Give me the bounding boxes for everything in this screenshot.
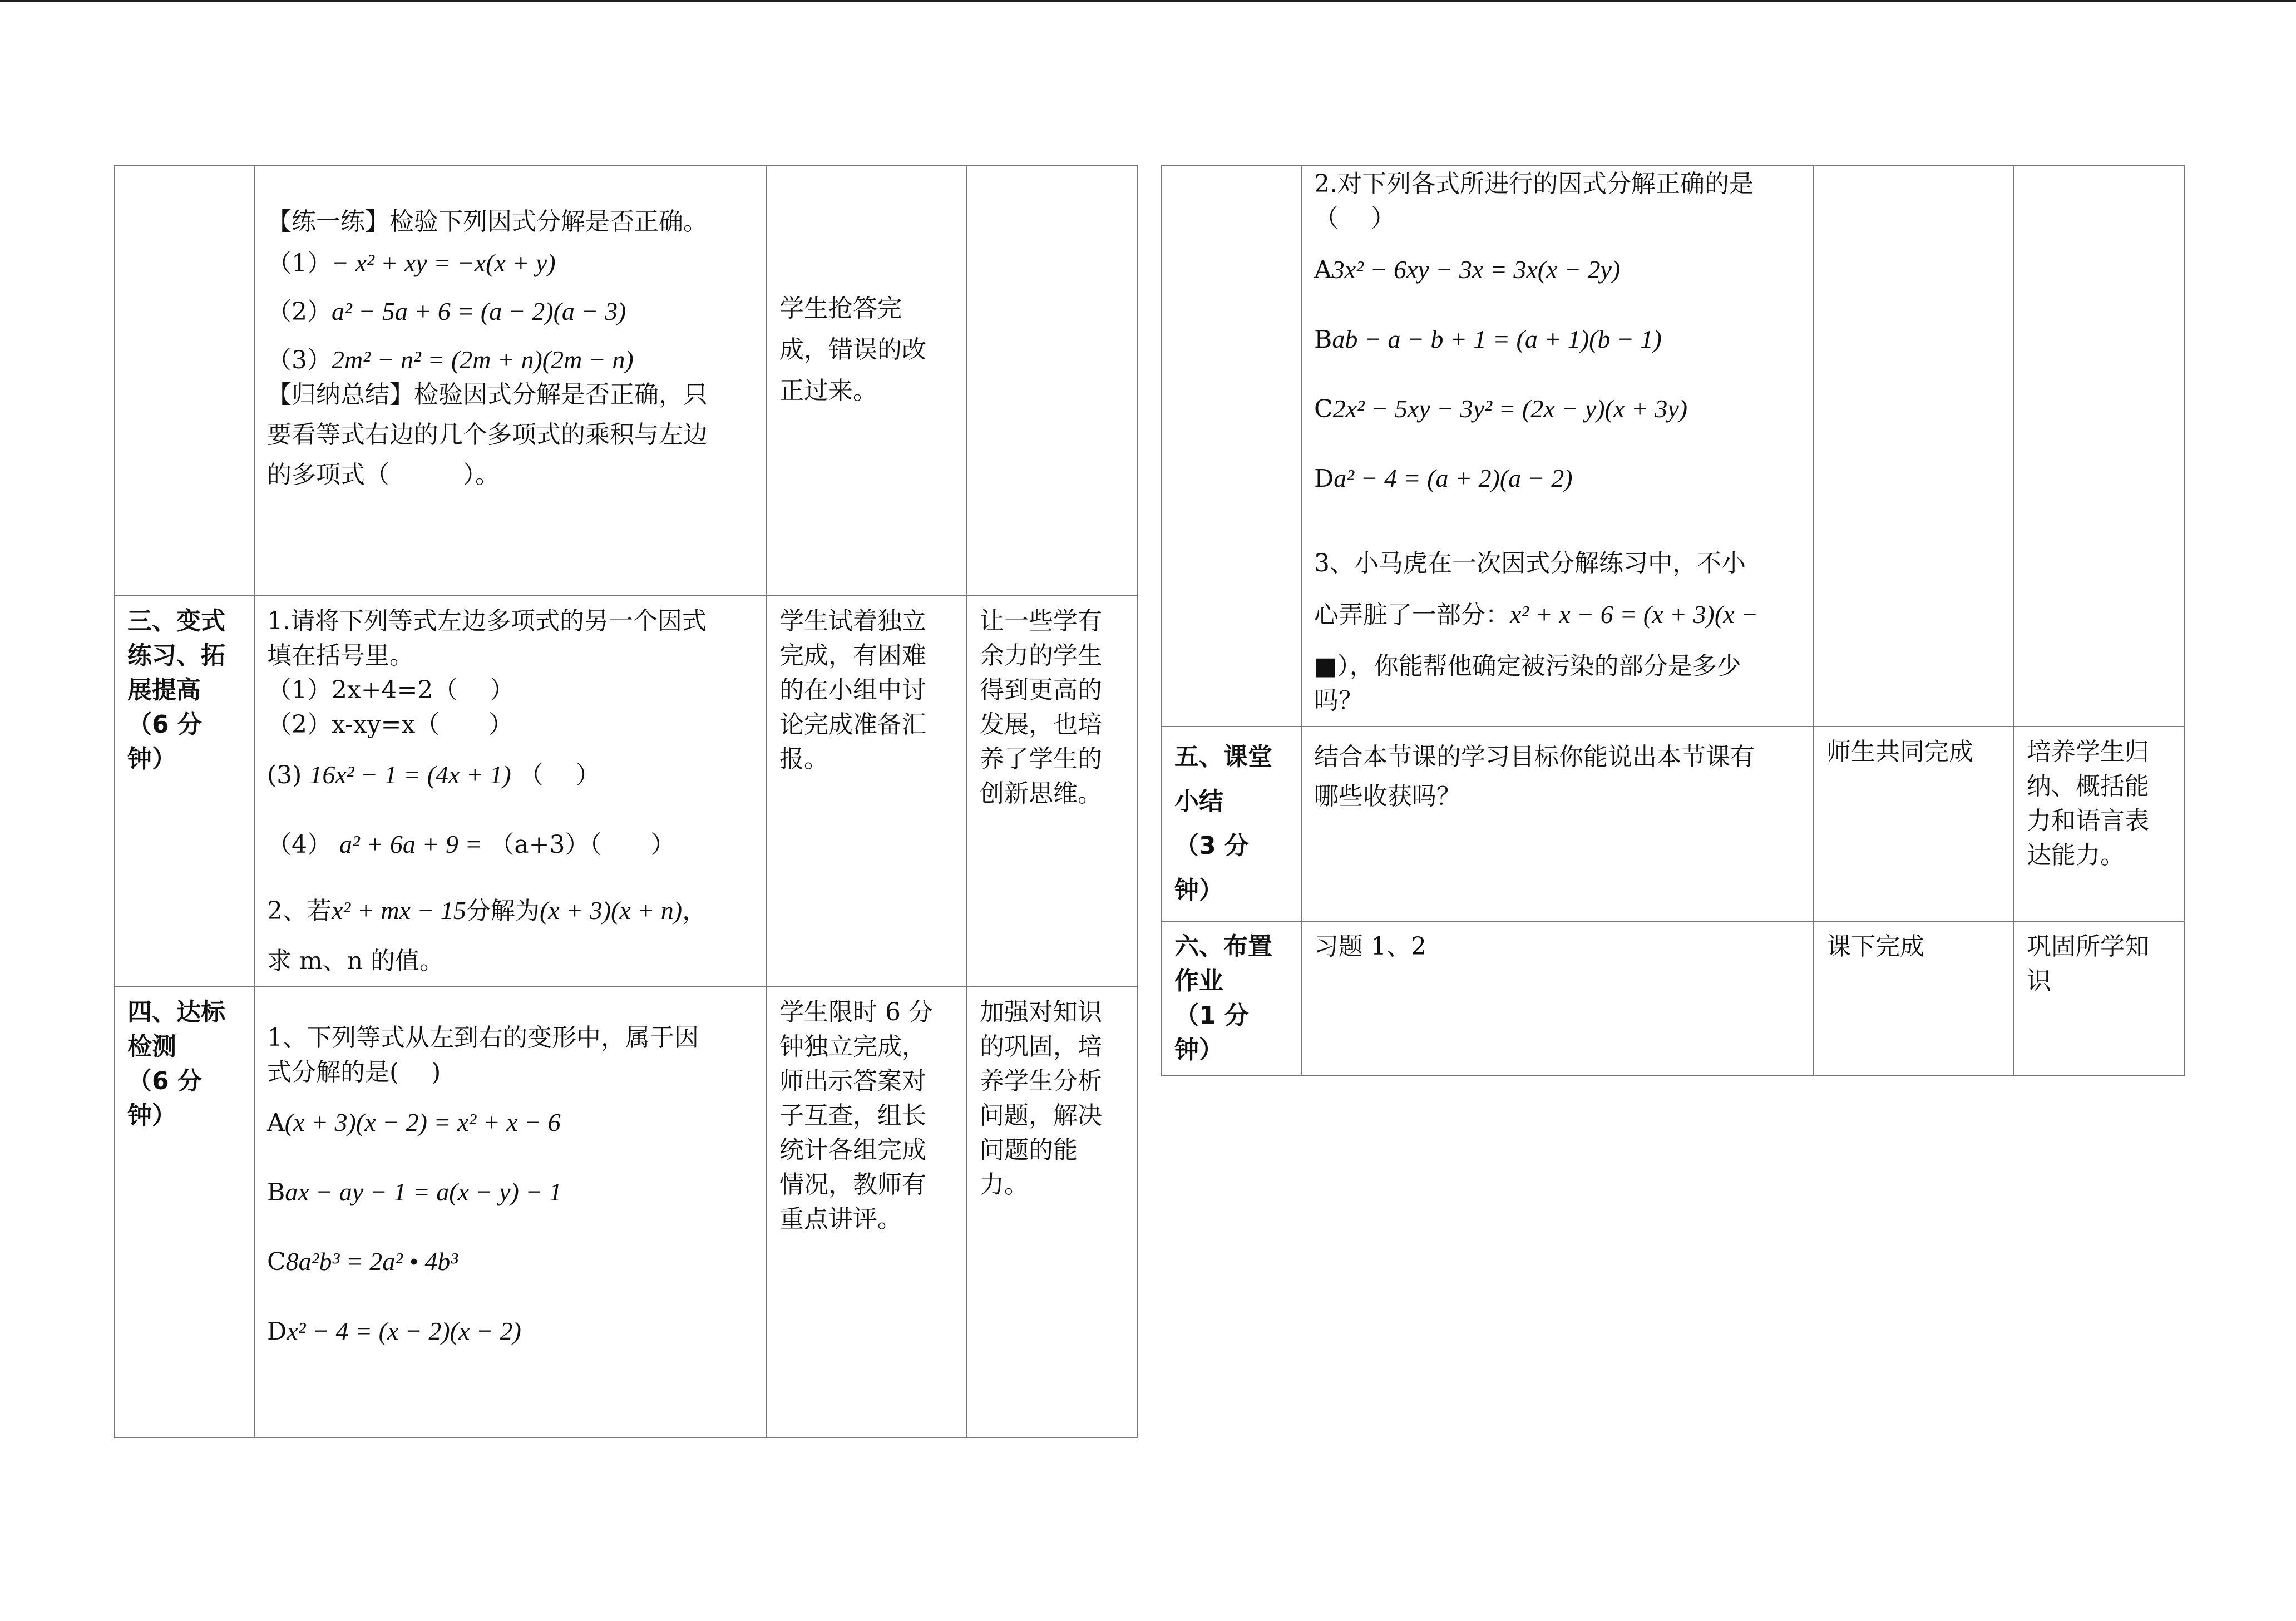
- homework-content-cell: 习题 1、2: [1301, 921, 1814, 1076]
- homework-purpose-cell: 巩固所学知 识: [2014, 921, 2185, 1076]
- check-q3-line-4: 吗？: [1314, 686, 1363, 715]
- lesson-plan-table-left: [114, 165, 1138, 1438]
- summary-student-cell: 师生共同完成: [1814, 727, 2014, 921]
- practice-content-cell: [254, 165, 767, 596]
- check2-option-b: Bab − a − b + 1 = (a + 1)(b − 1): [1314, 325, 1662, 354]
- summary-purpose-cell: 培养学生归 纳、概括能 力和语言表 达能力。: [2014, 727, 2185, 921]
- check-cont-content-cell: [1301, 165, 1814, 727]
- check-option-a: A(x + 3)(x − 2) = x² + x − 6: [267, 1108, 561, 1137]
- check-cont-purpose-cell: [2014, 165, 2185, 727]
- row-check-continued: [1162, 165, 2185, 727]
- practice-item-1: （1）− x² + xy = −x(x + y): [267, 249, 556, 278]
- variation-item-4: （4） a² + 6a + 9 = （a+3）（ ）: [267, 830, 675, 859]
- practice-heading: 【练一练】检验下列因式分解是否正确。: [267, 207, 708, 236]
- check-student-cell: 学生限时 6 分 钟独立完成， 师出示答案对 子互查，组长 统计各组完成 情况，教师有 重点讲评。: [767, 987, 967, 1437]
- row-homework: [1162, 921, 2185, 1076]
- stage-cell-empty: [1162, 165, 1301, 727]
- practice-purpose-cell: [967, 165, 1138, 596]
- stage-cell-summary: 五、课堂 小结 （3 分 钟）: [1162, 727, 1301, 921]
- practice-item-3: （3）2m² − n² = (2m + n)(2m − n): [267, 345, 634, 374]
- stage-cell-variation: 三、变式 练习、拓 展提高 （6 分 钟）: [115, 596, 254, 987]
- practice-student-cell: [767, 165, 967, 596]
- stage-cell-homework: 六、布置 作业 （1 分 钟）: [1162, 921, 1301, 1076]
- variation-item-2: （2）x-xy=x（ ）: [267, 710, 513, 739]
- check-q3-line-1: 3、小马虎在一次因式分解练习中，不小: [1314, 549, 1746, 577]
- check-content-cell: [254, 987, 767, 1437]
- summary-line-1: 【归纳总结】检验因式分解是否正确，只: [267, 380, 708, 409]
- check2-option-a: A3x² − 6xy − 3x = 3x(x − 2y): [1314, 255, 1621, 284]
- variation-item-1: （1）2x+4=2（ ）: [267, 676, 515, 704]
- check-q1-line-2: 式分解的是( ): [267, 1058, 441, 1086]
- stage-cell-check: 四、达标 检测 （6 分 钟）: [115, 987, 254, 1437]
- check-q2-line-1: 2.对下列各式所进行的因式分解正确的是: [1314, 170, 1754, 198]
- summary-line-2: 要看等式右边的几个多项式的乘积与左边: [267, 421, 708, 449]
- variation-purpose-cell: 让一些学有 余力的学生 得到更高的 发展，也培 养了学生的 创新思维。: [967, 596, 1138, 987]
- check2-option-c: C2x² − 5xy − 3y² = (2x − y)(x + 3y): [1314, 394, 1688, 423]
- stage-cell-empty: [115, 165, 254, 596]
- practice-item-2: （2）a² − 5a + 6 = (a − 2)(a − 3): [267, 297, 626, 326]
- check-q3-line-2: 心弄脏了一部分：x² + x − 6 = (x + 3)(x −: [1314, 600, 1759, 629]
- variation-student-cell: 学生试着独立 完成，有困难 的在小组中讨 论完成准备汇 报。: [767, 596, 967, 987]
- summary-content-cell: 结合本节课的学习目标你能说出本节课有 哪些收获吗？: [1301, 727, 1814, 921]
- variation-q1-line-2: 填在括号里。: [267, 641, 414, 670]
- variation-content-cell: [254, 596, 767, 987]
- check-option-b: Bax − ay − 1 = a(x − y) − 1: [267, 1178, 562, 1207]
- check-q1-line-1: 1、下列等式从左到右的变形中，属于因: [267, 1024, 699, 1052]
- row-summary: [1162, 727, 2185, 921]
- variation-q2-line-2: 求 m、n 的值。: [267, 947, 445, 975]
- page-top-rule: [0, 0, 2296, 2]
- row-check: [115, 987, 1138, 1437]
- row-practice: [115, 165, 1138, 596]
- check-option-d: Dx² − 4 = (x − 2)(x − 2): [267, 1317, 521, 1346]
- check-q3-line-3: ■），你能帮他确定被污染的部分是多少: [1314, 652, 1741, 680]
- homework-student-cell: 课下完成: [1814, 921, 2014, 1076]
- variation-q1-line-1: 1.请将下列等式左边多项式的另一个因式: [267, 607, 707, 635]
- row-variation: [115, 596, 1138, 987]
- check-purpose-cell: 加强对知识 的巩固，培 养学生分析 问题，解决 问题的能 力。: [967, 987, 1138, 1437]
- variation-q2-line-1: 2、若x² + mx − 15分解为(x + 3)(x + n)，: [267, 896, 707, 925]
- check-q2-line-2: （ ）: [1314, 204, 1395, 233]
- check-option-c: C8a²b³ = 2a² • 4b³: [267, 1247, 458, 1276]
- summary-line-3: 的多项式（ ）。: [267, 461, 500, 489]
- student-activity-line: 正过来。: [779, 377, 877, 405]
- student-activity-line: 学生抢答完: [779, 294, 902, 323]
- check2-option-d: Da² − 4 = (a + 2)(a − 2): [1314, 464, 1573, 493]
- lesson-plan-table-right: [1161, 165, 2185, 1076]
- student-activity-line: 成，错误的改: [779, 335, 926, 364]
- check-cont-student-cell: [1814, 165, 2014, 727]
- variation-item-3: (3) 16x² − 1 = (4x + 1) （ ）: [267, 760, 600, 789]
